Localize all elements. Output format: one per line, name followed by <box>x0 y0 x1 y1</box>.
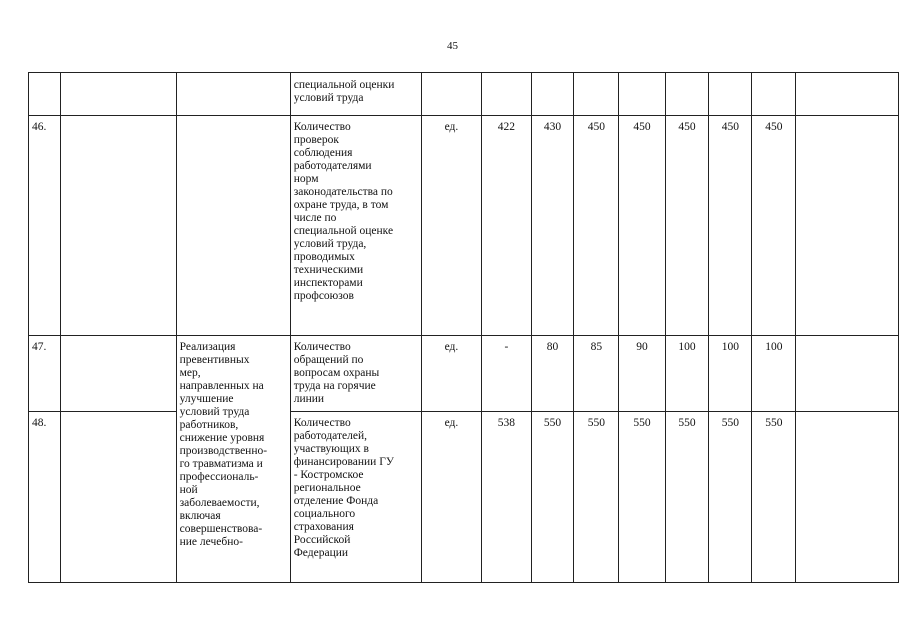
value-cell: 550 <box>752 412 796 583</box>
value-cell: 450 <box>619 116 665 336</box>
unit-cell: ед. <box>421 336 482 412</box>
row-number-cell: 46. <box>29 116 61 336</box>
value-cell: 550 <box>665 412 709 583</box>
indicator-cell: Количество работодателей, участвующих в финансировании ГУ - Костромское региональное отделение Фонда социального страхования Российской Федерации <box>290 412 421 583</box>
unit-cell: ед. <box>421 412 482 583</box>
row-number-cell: 47. <box>29 336 61 412</box>
value-cell: 450 <box>574 116 619 336</box>
value-cell: 100 <box>709 336 752 412</box>
value-cell: 538 <box>482 412 531 583</box>
value-cell: 550 <box>531 412 574 583</box>
value-cell <box>752 73 796 116</box>
unit-cell: ед. <box>421 116 482 336</box>
value-cell <box>531 73 574 116</box>
unit-cell <box>421 73 482 116</box>
indicator-cell: Количество проверок соблюдения работодателями норм законодательства по охране труда, в том числе по специальной оценке условий труда, проводимых техническими инспекторами профсоюзов <box>290 116 421 336</box>
row-number-cell: 48. <box>29 412 61 583</box>
value-cell: 85 <box>574 336 619 412</box>
blank-cell <box>61 412 176 583</box>
value-cell: 550 <box>574 412 619 583</box>
indicator-cell: специальной оценки условий труда <box>290 73 421 116</box>
table-row <box>29 336 899 412</box>
value-cell <box>574 73 619 116</box>
value-cell: 90 <box>619 336 665 412</box>
blank-cell <box>61 336 176 412</box>
indicator-cell: Количество обращений по вопросам охраны труда на горячие линии <box>290 336 421 412</box>
value-cell <box>619 73 665 116</box>
row-number-cell <box>29 73 61 116</box>
extra-cell <box>796 412 899 583</box>
extra-cell <box>796 336 899 412</box>
value-cell: 430 <box>531 116 574 336</box>
measure-cell <box>176 116 290 336</box>
value-cell: 450 <box>665 116 709 336</box>
table-row <box>29 412 899 583</box>
measure-cell: Реализация превентивных мер, направленных на улучшение условий труда работников, снижение уровня производственно- го травматизма и профессиональ- ной заболеваемости, включая совершенствова- ние лечебно- <box>176 336 290 583</box>
value-cell: 80 <box>531 336 574 412</box>
value-cell: 450 <box>752 116 796 336</box>
blank-cell <box>61 116 176 336</box>
value-cell <box>709 73 752 116</box>
value-cell: - <box>482 336 531 412</box>
measure-cell <box>176 73 290 116</box>
value-cell: 550 <box>709 412 752 583</box>
page-number: 45 <box>447 40 458 52</box>
value-cell: 550 <box>619 412 665 583</box>
value-cell: 422 <box>482 116 531 336</box>
value-cell: 450 <box>709 116 752 336</box>
value-cell: 100 <box>665 336 709 412</box>
program-indicators-table <box>28 72 899 583</box>
extra-cell <box>796 73 899 116</box>
value-cell: 100 <box>752 336 796 412</box>
value-cell <box>665 73 709 116</box>
blank-cell <box>61 73 176 116</box>
extra-cell <box>796 116 899 336</box>
value-cell <box>482 73 531 116</box>
table-row <box>29 73 899 116</box>
table-row <box>29 116 899 336</box>
